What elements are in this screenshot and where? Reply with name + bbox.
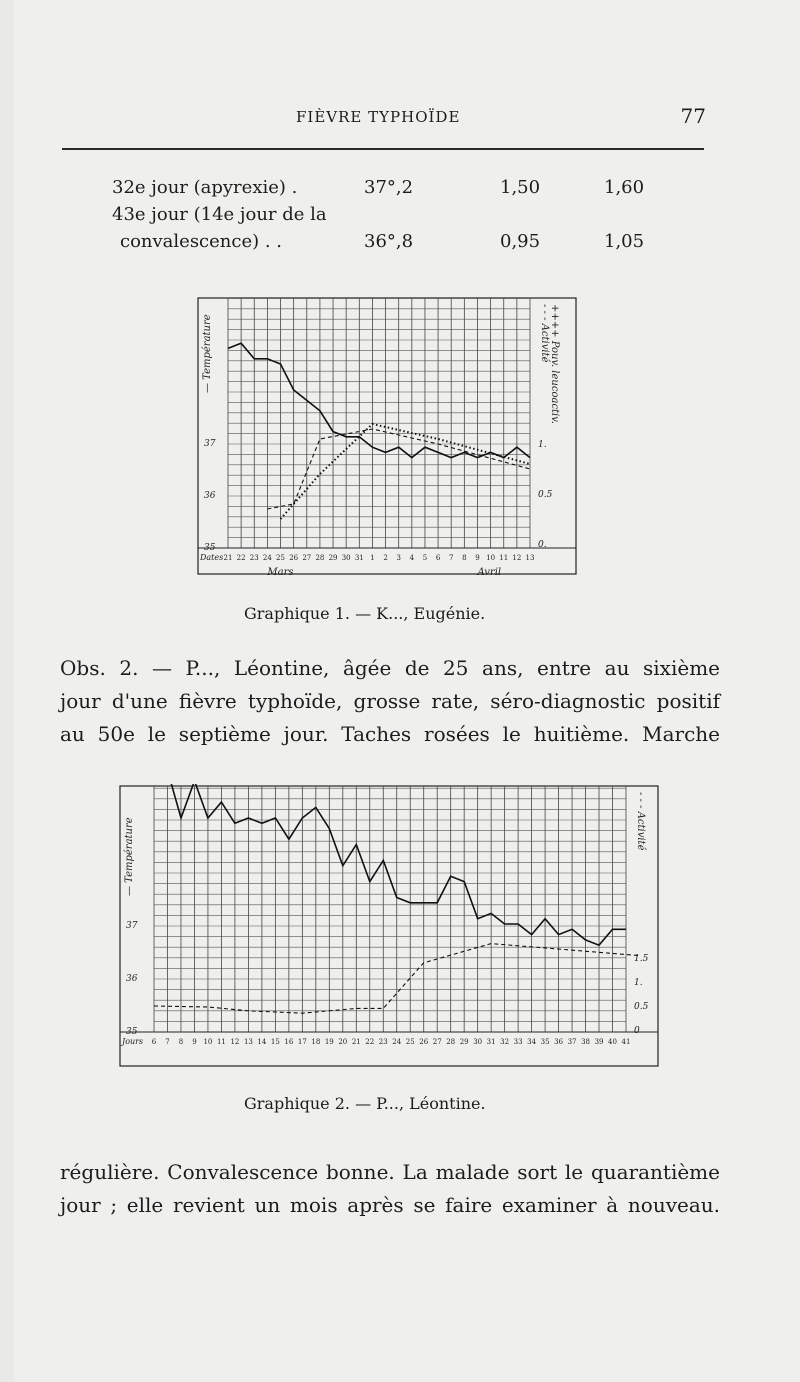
x-tick-label: 13 bbox=[243, 1038, 253, 1046]
row-label: convalescence) . . bbox=[120, 231, 283, 252]
x-tick-label: 7 bbox=[448, 554, 454, 562]
figure1-caption: Graphique 1. — K..., Eugénie. bbox=[244, 604, 486, 623]
x-tick-label: 37 bbox=[567, 1038, 577, 1046]
temperature-cell: 37°,2 bbox=[364, 177, 414, 198]
y-tick-label: 36 bbox=[126, 974, 138, 984]
x-tick-label: 25 bbox=[276, 554, 285, 562]
x-tick-label: 30 bbox=[473, 1038, 483, 1046]
x-tick-label: 3 bbox=[396, 554, 401, 562]
right-tick-label: 0.5 bbox=[538, 490, 553, 500]
x-tick-label: 14 bbox=[257, 1038, 267, 1046]
y-tick-label: 37 bbox=[204, 439, 216, 449]
x-tick-label: 12 bbox=[230, 1038, 240, 1046]
x-tick-label: 27 bbox=[432, 1038, 442, 1046]
y-tick-label: 35 bbox=[126, 1027, 138, 1037]
x-tick-label: 28 bbox=[446, 1038, 456, 1046]
x-tick-label: 31 bbox=[354, 554, 364, 562]
x-tick-label: 32 bbox=[500, 1038, 510, 1046]
month-label: Mars bbox=[267, 567, 294, 578]
header-rule bbox=[62, 148, 704, 150]
x-tick-label: 41 bbox=[621, 1038, 631, 1046]
y-tick-label: 36 bbox=[204, 491, 216, 501]
right-tick-label: 1. bbox=[634, 978, 643, 988]
x-tick-label: 5 bbox=[422, 554, 428, 562]
x-tick-label: 6 bbox=[435, 554, 441, 562]
x-tick-label: 36 bbox=[554, 1038, 564, 1046]
x-tick-label: 11 bbox=[216, 1038, 226, 1046]
x-tick-label: 26 bbox=[289, 554, 299, 562]
x-tick-label: 22 bbox=[236, 554, 246, 562]
table-row bbox=[112, 201, 672, 228]
x-tick-label: 21 bbox=[223, 554, 233, 562]
obs2-line: jour d'une fièvre typhoïde, grosse rate, séro-diagnostic positif bbox=[60, 689, 720, 713]
x-tick-label: 18 bbox=[311, 1038, 321, 1046]
running-title: FIÈVRE TYPHOÏDE bbox=[296, 108, 461, 126]
x-tick-label: 22 bbox=[365, 1038, 375, 1046]
x-tick-label: 23 bbox=[249, 554, 259, 562]
x-tick-label: 2 bbox=[383, 554, 388, 562]
temperature-series-line bbox=[154, 784, 626, 945]
x-tick-label: 16 bbox=[284, 1038, 294, 1046]
right-axis-label: - - - Activité bbox=[539, 304, 550, 363]
row-label: 43e jour (14e jour de la bbox=[112, 204, 327, 225]
obs2-line: Obs. 2. — P..., Léontine, âgée de 25 ans, entre au sixième bbox=[60, 656, 720, 680]
right-tick-label: 1. bbox=[538, 440, 547, 450]
chart-leontine-svg bbox=[118, 784, 660, 1068]
table-row bbox=[112, 228, 672, 255]
right-tick-label: 0 bbox=[634, 1026, 640, 1036]
x-tick-label: 34 bbox=[527, 1038, 537, 1046]
x-tick-label: 33 bbox=[513, 1038, 523, 1046]
temperature-cell: 36°,8 bbox=[364, 231, 414, 252]
x-tick-label: 39 bbox=[594, 1038, 604, 1046]
y-tick-label: 35 bbox=[204, 543, 216, 553]
table-row bbox=[112, 174, 672, 201]
x-tick-label: 24 bbox=[262, 554, 272, 562]
month-label: Avril bbox=[477, 567, 502, 578]
x-tick-label: 30 bbox=[341, 554, 351, 562]
x-tick-label: 1 bbox=[370, 554, 375, 562]
x-tick-label: 7 bbox=[165, 1038, 170, 1046]
x-tick-label: 10 bbox=[203, 1038, 213, 1046]
x-tick-label: 38 bbox=[581, 1038, 591, 1046]
closing-line: jour ; elle revient un mois après se faire examiner à nouveau. bbox=[60, 1193, 720, 1217]
x-tick-label: 20 bbox=[338, 1038, 348, 1046]
x-tick-label: 31 bbox=[486, 1038, 496, 1046]
row-label: 32e jour (apyrexie) . bbox=[112, 177, 298, 198]
chart-leontine bbox=[118, 784, 660, 1068]
x-tick-label: 10 bbox=[486, 554, 496, 562]
x-tick-label: 9 bbox=[192, 1038, 197, 1046]
x-tick-label: 24 bbox=[392, 1038, 402, 1046]
y-axis-label: — Température bbox=[124, 817, 135, 896]
x-tick-label: 29 bbox=[459, 1038, 469, 1046]
obs2-paragraph bbox=[60, 652, 720, 751]
page-number: 77 bbox=[680, 104, 706, 128]
right-axis-label: ++++ Pouv. leucoactiv. bbox=[549, 304, 560, 424]
x-tick-label: 40 bbox=[608, 1038, 617, 1046]
x-tick-label: 19 bbox=[324, 1038, 334, 1046]
chart-eugenie-svg bbox=[190, 296, 580, 586]
values-table bbox=[112, 174, 672, 255]
leucoactivity-series-line bbox=[281, 424, 531, 519]
obs2-line: au 50e le septième jour. Taches rosées le huitième. Marche bbox=[60, 722, 720, 746]
x-tick-label: 11 bbox=[499, 554, 509, 562]
x-tick-label: 23 bbox=[378, 1038, 388, 1046]
y-axis-label: — Température bbox=[202, 314, 213, 393]
value-cell: 0,95 bbox=[500, 231, 541, 252]
right-axis-label: - - - Activité bbox=[635, 792, 646, 851]
x-tick-label: 26 bbox=[419, 1038, 429, 1046]
right-tick-label: 0. bbox=[538, 540, 547, 550]
date-axis-label: Jours bbox=[122, 1037, 144, 1046]
x-tick-label: 9 bbox=[475, 554, 480, 562]
date-axis-label: Dates bbox=[200, 553, 224, 562]
y-tick-label: 37 bbox=[126, 921, 138, 931]
x-tick-label: 25 bbox=[405, 1038, 415, 1046]
right-tick-label: 0.5 bbox=[634, 1002, 649, 1012]
value-cell: 1,50 bbox=[500, 177, 541, 198]
x-tick-label: 17 bbox=[297, 1038, 307, 1046]
figure2-caption: Graphique 2. — P..., Léontine. bbox=[244, 1094, 486, 1113]
x-tick-label: 28 bbox=[315, 554, 325, 562]
x-tick-label: 6 bbox=[151, 1038, 157, 1046]
right-tick-label: 1.5 bbox=[634, 954, 649, 964]
x-tick-label: 4 bbox=[409, 554, 415, 562]
x-tick-label: 21 bbox=[351, 1038, 361, 1046]
x-tick-label: 8 bbox=[462, 554, 467, 562]
x-tick-label: 15 bbox=[270, 1038, 280, 1046]
x-tick-label: 29 bbox=[328, 554, 338, 562]
temperature-series-line bbox=[228, 343, 530, 457]
x-tick-label: 35 bbox=[540, 1038, 550, 1046]
value-cell: 1,05 bbox=[604, 231, 645, 252]
value-cell: 1,60 bbox=[604, 177, 645, 198]
x-tick-label: 27 bbox=[302, 554, 312, 562]
closing-line: régulière. Convalescence bonne. La malade sort le quarantième bbox=[60, 1160, 720, 1184]
x-tick-label: 12 bbox=[512, 554, 522, 562]
running-header bbox=[60, 104, 710, 134]
closing-paragraph bbox=[60, 1156, 720, 1222]
x-tick-label: 13 bbox=[525, 554, 535, 562]
chart-frame bbox=[198, 298, 576, 574]
x-tick-label: 8 bbox=[178, 1038, 184, 1046]
chart-eugenie bbox=[190, 296, 580, 586]
